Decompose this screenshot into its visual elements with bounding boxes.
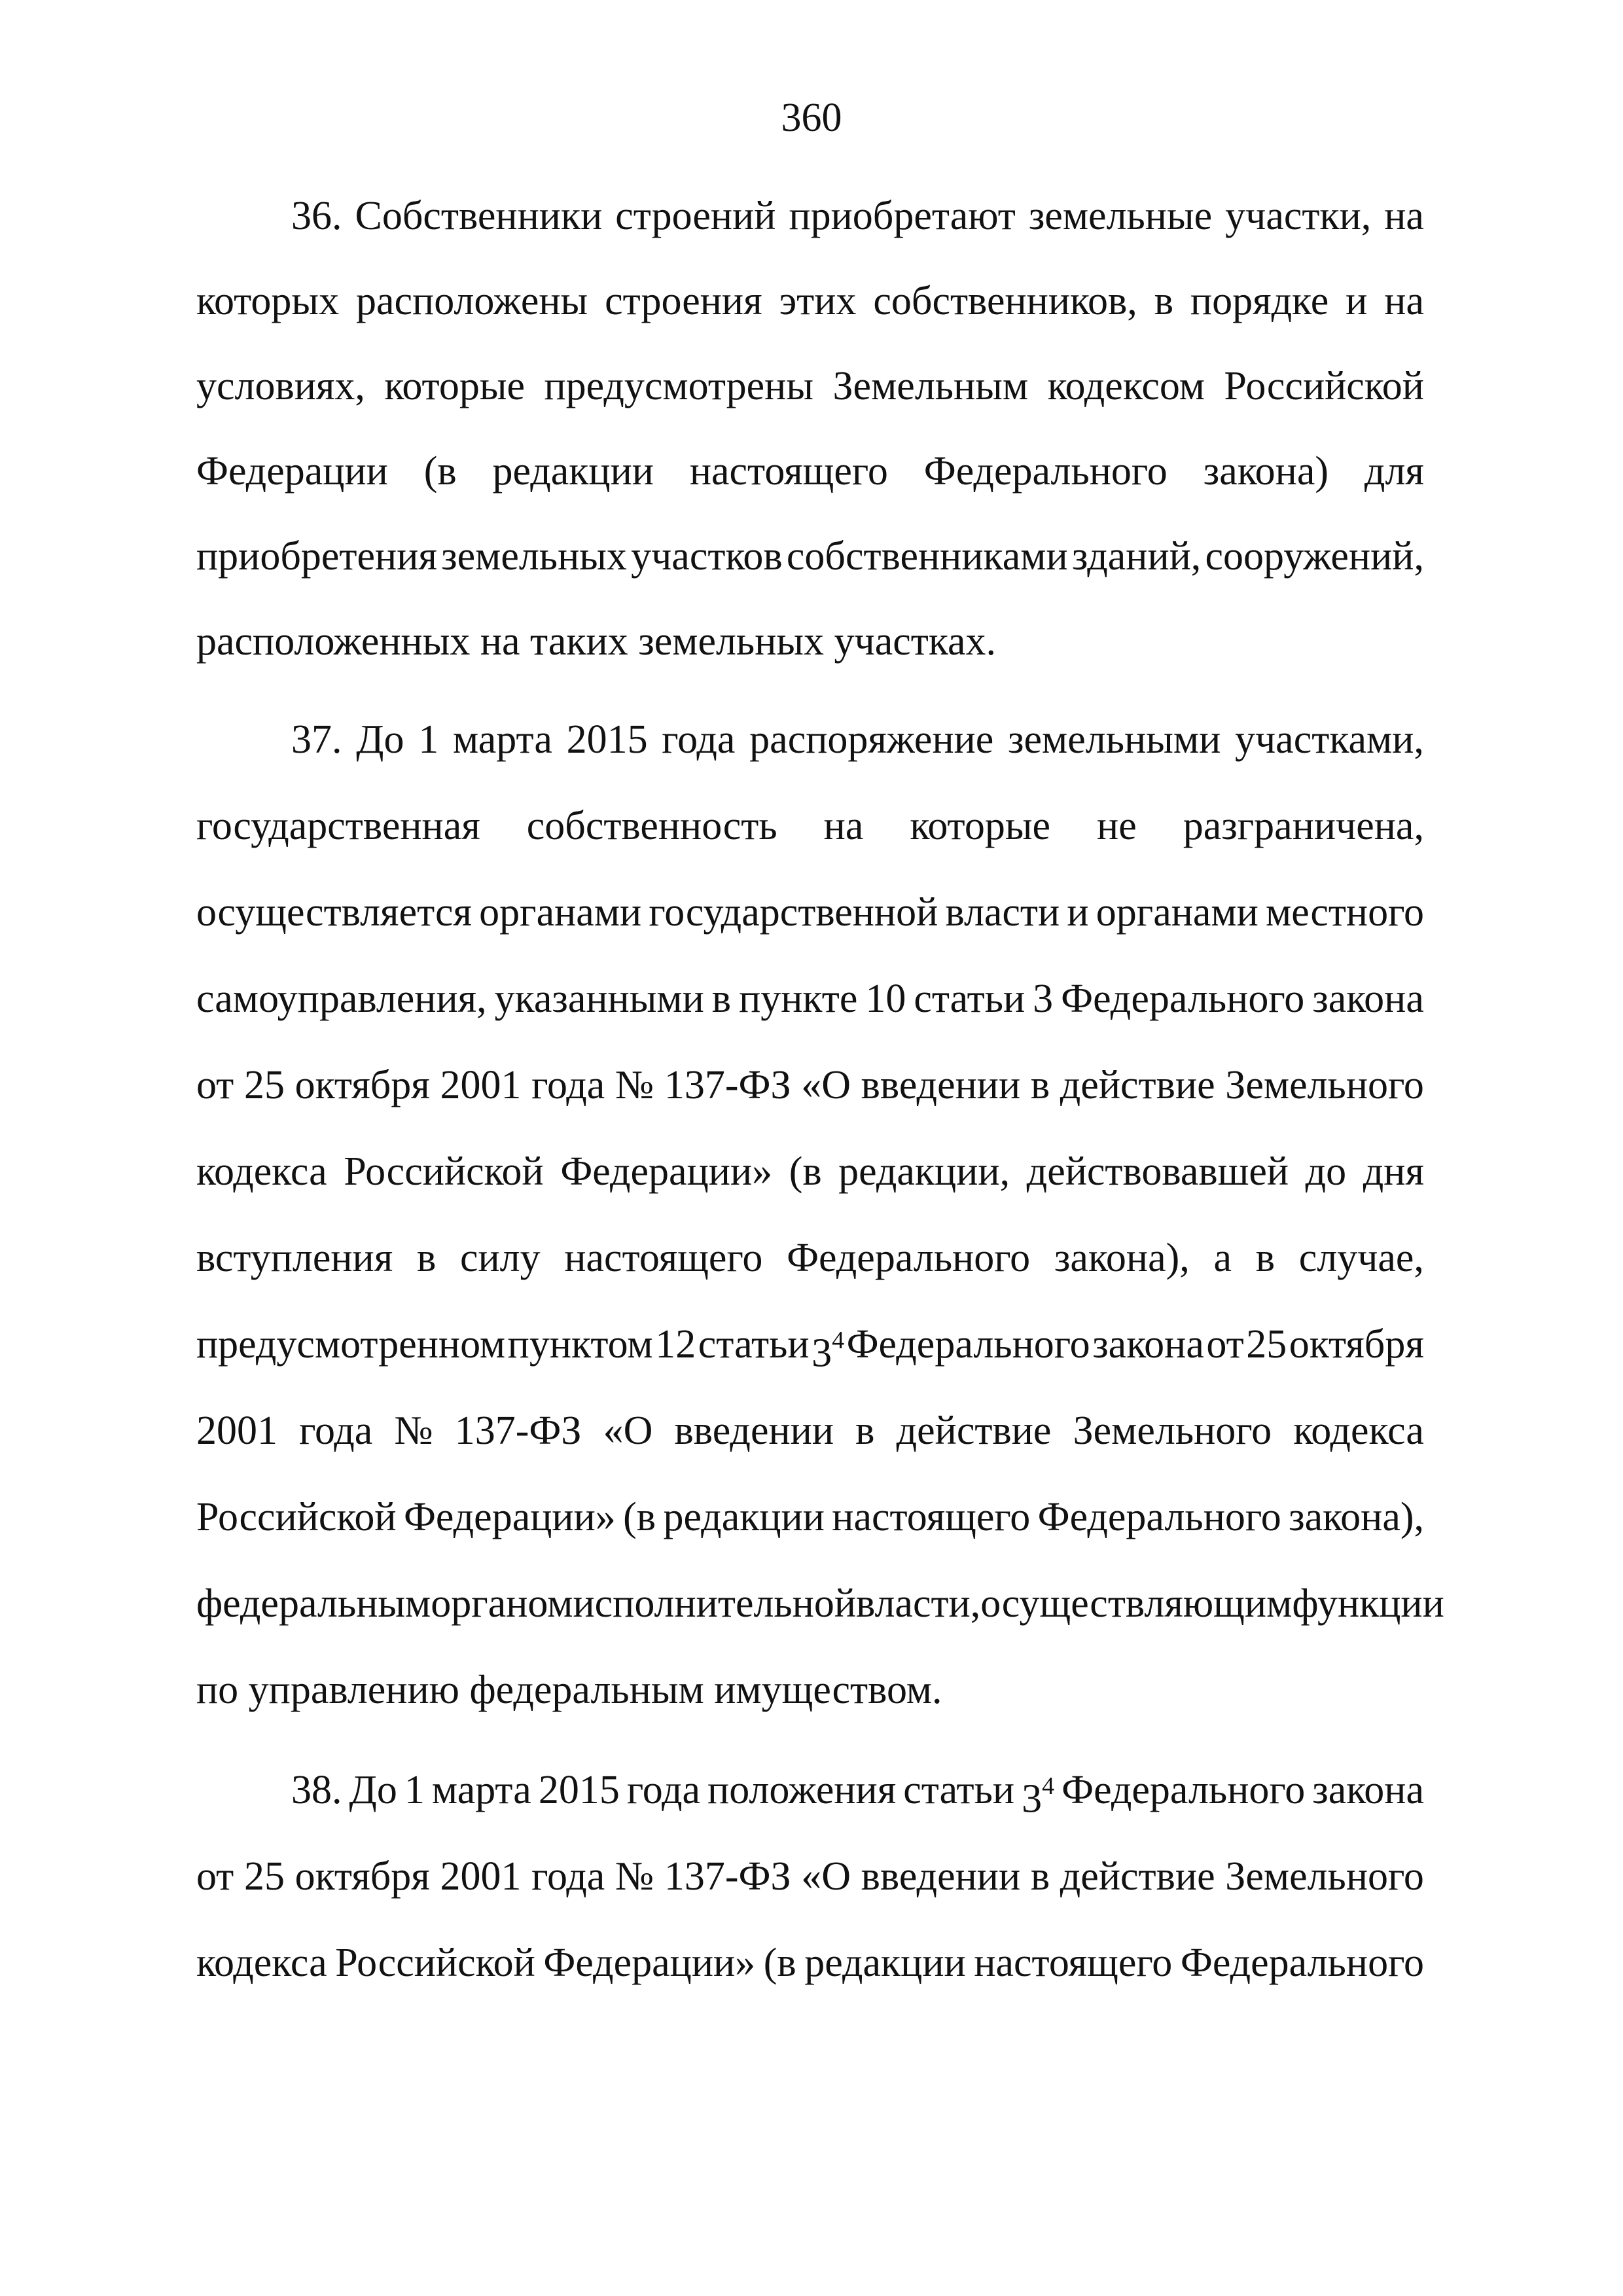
word: этих xyxy=(779,279,857,323)
word: года xyxy=(531,1063,605,1107)
word: настоящего xyxy=(974,1941,1173,1985)
word: Федерального xyxy=(1180,1941,1424,1985)
article-number-base: 3 xyxy=(1022,1776,1043,1821)
word: Российской xyxy=(196,1495,397,1539)
word: Федерального xyxy=(923,449,1168,493)
word: и xyxy=(1067,890,1089,935)
word: предусмотренном xyxy=(196,1322,506,1367)
word: статьи xyxy=(698,1322,810,1367)
word: строений xyxy=(615,194,776,238)
word: в xyxy=(1030,1063,1050,1107)
word: которые xyxy=(384,364,525,408)
word: года xyxy=(531,1854,605,1899)
word: приобретают xyxy=(789,194,1016,238)
word: введении xyxy=(861,1854,1021,1899)
word: кодекса xyxy=(1293,1408,1424,1453)
word: 1 xyxy=(404,1768,425,1812)
word: приобретения xyxy=(196,534,437,579)
word: осуществляющим xyxy=(980,1581,1293,1626)
word: редакции xyxy=(804,1941,966,1985)
word: осуществляется xyxy=(196,890,472,935)
word: марта xyxy=(431,1768,531,1812)
p36-line-1 xyxy=(291,190,1424,242)
word: функции xyxy=(1292,1581,1444,1626)
word: на xyxy=(1384,194,1424,238)
word: случае, xyxy=(1298,1236,1424,1280)
word: собственниками xyxy=(786,534,1068,579)
word: Земельного xyxy=(1225,1854,1424,1899)
p37-line-1 xyxy=(291,713,1424,766)
p38-line-3 xyxy=(196,1937,1424,1989)
word: 137-ФЗ xyxy=(454,1408,582,1453)
word: федеральным xyxy=(196,1581,431,1626)
word: действие xyxy=(1060,1063,1215,1107)
word: власти, xyxy=(856,1581,981,1626)
word: в xyxy=(1030,1854,1050,1899)
page-number: 360 xyxy=(781,96,842,140)
word: участков xyxy=(631,534,783,579)
word: 2001 xyxy=(440,1063,522,1107)
p37-line-7 xyxy=(196,1232,1424,1284)
word: Российской xyxy=(335,1941,535,1985)
word: 37. xyxy=(291,717,342,762)
word: редакции xyxy=(492,449,654,493)
word: до xyxy=(1305,1149,1347,1194)
word: распоряжение xyxy=(749,717,994,762)
word: Земельного xyxy=(1073,1408,1272,1453)
word: на xyxy=(1384,279,1424,323)
word: Земельного xyxy=(1225,1063,1424,1107)
word: Федерации xyxy=(196,449,388,493)
word: 2015 xyxy=(538,1768,620,1812)
p37-line-11 xyxy=(196,1577,1444,1630)
word: года xyxy=(662,717,736,762)
word: собственность xyxy=(526,804,777,848)
word: настоящего xyxy=(832,1495,1031,1539)
word: 2015 xyxy=(566,717,648,762)
word: 12 xyxy=(655,1322,696,1367)
word: которые xyxy=(910,804,1050,848)
word: силу xyxy=(459,1236,541,1280)
word: власти xyxy=(945,890,1060,935)
word: года xyxy=(626,1768,701,1812)
article-number-superscript: 4 xyxy=(1042,1772,1055,1800)
word: Федерации» xyxy=(543,1941,756,1985)
word: самоуправления, xyxy=(196,977,487,1021)
p38-line-2 xyxy=(196,1850,1424,1903)
word: сооружений, xyxy=(1205,534,1424,579)
word: предусмотрены xyxy=(544,364,814,408)
word: До xyxy=(349,1768,397,1812)
word: вступления xyxy=(196,1236,393,1280)
word: не xyxy=(1097,804,1137,848)
word: Федерального xyxy=(1061,977,1305,1021)
word: «О xyxy=(603,1408,653,1453)
word: 2001 xyxy=(196,1408,277,1453)
word: Российской xyxy=(344,1149,544,1194)
word: № xyxy=(394,1408,433,1453)
p37-line-12: по управлению федеральным имуществом. xyxy=(196,1668,942,1712)
word: «О xyxy=(801,1854,851,1899)
word: Федерального xyxy=(846,1322,1090,1367)
word: указанными xyxy=(494,977,704,1021)
word: редакции xyxy=(663,1495,825,1539)
p37-line-2 xyxy=(196,800,1424,852)
word: закона) xyxy=(1203,449,1329,493)
word: пунктом xyxy=(507,1322,653,1367)
word: государственной xyxy=(649,890,938,935)
word: от xyxy=(196,1854,234,1899)
word: 137-ФЗ xyxy=(664,1854,791,1899)
word: 25 xyxy=(1246,1322,1287,1367)
word: 25 xyxy=(243,1063,285,1107)
word: органами xyxy=(479,890,642,935)
word: участками, xyxy=(1235,717,1424,762)
p37-line-8 xyxy=(196,1318,1424,1376)
word: № xyxy=(615,1854,654,1899)
word: действовавшей xyxy=(1026,1149,1289,1194)
word: земельные xyxy=(1028,194,1213,238)
p37-line-4 xyxy=(196,973,1424,1025)
word: условиях, xyxy=(196,364,365,408)
word: октября xyxy=(1289,1322,1424,1367)
word: государственная xyxy=(196,804,480,848)
word: 38. xyxy=(291,1768,342,1812)
article-number-base: 3 xyxy=(812,1331,832,1376)
p37-line-5 xyxy=(196,1059,1424,1111)
word: статьи xyxy=(914,977,1026,1021)
word: (в xyxy=(789,1149,822,1194)
p36-line-4 xyxy=(196,445,1424,497)
article-number xyxy=(812,1318,845,1376)
article-number-superscript: 4 xyxy=(832,1327,845,1354)
word: кодексом xyxy=(1047,364,1205,408)
word: настоящего xyxy=(564,1236,763,1280)
word: года xyxy=(299,1408,373,1453)
word: закона), xyxy=(1054,1236,1190,1280)
word: (в xyxy=(423,449,457,493)
article-number xyxy=(1022,1764,1055,1821)
word: статьи xyxy=(903,1768,1015,1812)
word: 137-ФЗ xyxy=(664,1063,791,1107)
word: 25 xyxy=(243,1854,285,1899)
word: 1 xyxy=(418,717,439,762)
p37-line-3 xyxy=(196,886,1424,939)
p36-line-3 xyxy=(196,360,1424,412)
word: 2001 xyxy=(440,1854,522,1899)
word: закона xyxy=(1312,977,1424,1021)
word: в xyxy=(711,977,732,1021)
word: Земельным xyxy=(832,364,1029,408)
word: органами xyxy=(1096,890,1258,935)
word: кодекса xyxy=(196,1941,327,1985)
word: собственников, xyxy=(873,279,1137,323)
word: в xyxy=(1255,1236,1275,1280)
p36-line-6: расположенных на таких земельных участках. xyxy=(196,619,997,664)
word: и xyxy=(1346,279,1368,323)
word: (в xyxy=(623,1495,656,1539)
word: Федерального xyxy=(1061,1768,1306,1812)
word: строения xyxy=(605,279,762,323)
word: закона), xyxy=(1289,1495,1424,1539)
word: октября xyxy=(294,1854,430,1899)
word: расположены xyxy=(356,279,588,323)
word: на xyxy=(823,804,864,848)
p36-line-5 xyxy=(196,530,1424,583)
word: редакции, xyxy=(838,1149,1010,1194)
word: местного xyxy=(1266,890,1424,935)
word: введении xyxy=(861,1063,1021,1107)
word: а xyxy=(1213,1236,1232,1280)
word: зданий, xyxy=(1071,534,1202,579)
word: земельными xyxy=(1008,717,1221,762)
word: пункте xyxy=(739,977,858,1021)
word: положения xyxy=(707,1768,897,1812)
p37-line-10 xyxy=(196,1491,1424,1543)
word: Федерации» xyxy=(403,1495,616,1539)
word: от xyxy=(196,1063,234,1107)
word: действие xyxy=(1060,1854,1215,1899)
word: разграничена, xyxy=(1183,804,1424,848)
word: октября xyxy=(294,1063,430,1107)
word: (в xyxy=(763,1941,796,1985)
word: от xyxy=(1206,1322,1244,1367)
p37-line-9 xyxy=(196,1405,1424,1457)
word: Федерального xyxy=(787,1236,1031,1280)
word: 3 xyxy=(1033,977,1054,1021)
word: порядке xyxy=(1190,279,1329,323)
word: в xyxy=(855,1408,875,1453)
word: введении xyxy=(674,1408,834,1453)
word: 36. xyxy=(291,194,342,238)
word: земельных xyxy=(441,534,627,579)
word: Федерации» xyxy=(560,1149,773,1194)
word: исполнительной xyxy=(573,1581,857,1626)
word: которых xyxy=(196,279,340,323)
p37-line-6 xyxy=(196,1145,1424,1198)
word: Федерального xyxy=(1037,1495,1281,1539)
word: До xyxy=(356,717,404,762)
word: марта xyxy=(452,717,552,762)
word: закона xyxy=(1312,1768,1424,1812)
word: в xyxy=(1154,279,1173,323)
word: закона xyxy=(1092,1322,1204,1367)
word: Российской xyxy=(1224,364,1424,408)
p36-line-2 xyxy=(196,275,1424,327)
p38-line-1 xyxy=(291,1764,1424,1821)
word: участки, xyxy=(1225,194,1372,238)
word: для xyxy=(1364,449,1424,493)
word: «О xyxy=(801,1063,851,1107)
word: 10 xyxy=(865,977,906,1021)
word: № xyxy=(615,1063,654,1107)
word: Собственники xyxy=(355,194,603,238)
word: настоящего xyxy=(689,449,888,493)
word: дня xyxy=(1363,1149,1424,1194)
word: действие xyxy=(896,1408,1052,1453)
word: кодекса xyxy=(196,1149,327,1194)
word: в xyxy=(416,1236,437,1280)
word: органом xyxy=(431,1581,573,1626)
